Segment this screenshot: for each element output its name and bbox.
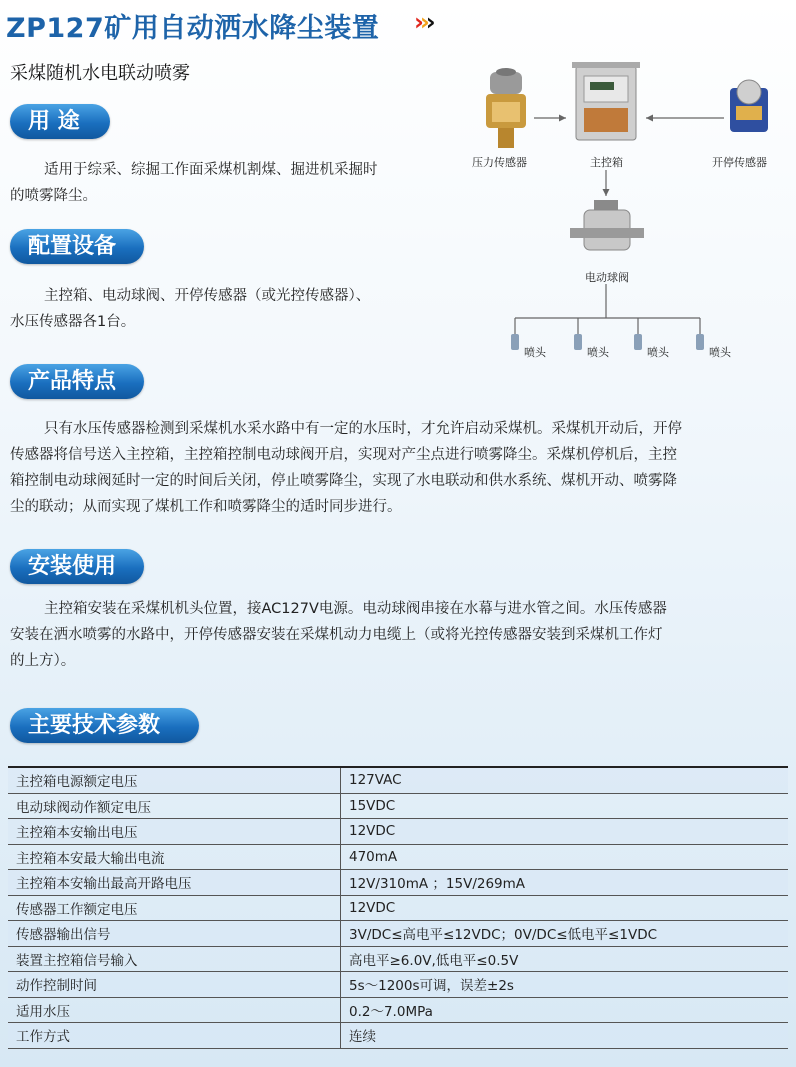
features-line-4: 尘的联动；从而实现了煤机工作和喷雾降尘的适时同步进行。 xyxy=(10,499,402,515)
spec-key: 传感器输出信号 xyxy=(8,921,341,947)
nozzle-icon xyxy=(696,334,704,350)
spec-row xyxy=(8,767,788,793)
nozzle-icon xyxy=(511,334,519,350)
features-line-1: 只有水压传感器检测到采煤机水采水路中有一定的水压时，才允许启动采煤机。采煤机开动后，开停 xyxy=(44,421,682,437)
spec-row xyxy=(8,946,788,972)
spec-key: 传感器工作额定电压 xyxy=(8,895,341,921)
spec-key: 主控箱本安最大输出电流 xyxy=(8,844,341,870)
spec-row xyxy=(8,819,788,845)
spec-row xyxy=(8,793,788,819)
spec-value: 12VDC xyxy=(341,819,789,845)
spec-row xyxy=(8,895,788,921)
features-line-2: 传感器将信号送入主控箱，主控箱控制电动球阀开启，实现对产尘点进行喷雾降尘。采煤机停机后，主控 xyxy=(10,447,677,463)
label-ball-valve: 电动球阀 xyxy=(585,271,629,284)
heading-installation: 安装使用 xyxy=(10,549,144,584)
label-nozzle-4: 喷头 xyxy=(709,346,731,359)
installation-line-1: 主控箱安装在采煤机机头位置，接AC127V电源。电动球阀串接在水幕与进水管之间。水压传感器 xyxy=(44,601,667,617)
spec-row xyxy=(8,1023,788,1049)
spec-key: 电动球阀动作额定电压 xyxy=(8,793,341,819)
main-control-box-icon xyxy=(572,62,640,140)
nozzle-icon xyxy=(634,334,642,350)
spec-row xyxy=(8,997,788,1023)
switch-sensor-icon xyxy=(730,80,768,132)
spec-key: 主控箱本安输出电压 xyxy=(8,819,341,845)
nozzle-icon xyxy=(574,334,582,350)
spec-key: 主控箱本安输出最高开路电压 xyxy=(8,870,341,896)
installation-line-3: 的上方）。 xyxy=(10,653,76,669)
label-nozzle-3: 喷头 xyxy=(647,346,669,359)
spec-row xyxy=(8,844,788,870)
system-diagram xyxy=(460,58,790,368)
label-pressure-sensor: 压力传感器 xyxy=(472,156,527,169)
ball-valve-icon xyxy=(570,200,644,250)
spec-key: 动作控制时间 xyxy=(8,972,341,998)
spec-row xyxy=(8,972,788,998)
spec-value: 127VAC xyxy=(341,767,789,793)
spec-value: 470mA xyxy=(341,844,789,870)
pressure-sensor-icon xyxy=(486,68,526,148)
spec-value: 15VDC xyxy=(341,793,789,819)
heading-usage: 用 途 xyxy=(10,104,110,139)
spec-value: 5s～1200s可调，误差±2s xyxy=(341,972,789,998)
spec-value: 0.2～7.0MPa xyxy=(341,997,789,1023)
spec-value: 3V/DC≤高电平≤12VDC；0V/DC≤低电平≤1VDC xyxy=(341,921,789,947)
spec-table xyxy=(8,766,788,1049)
spec-key: 工作方式 xyxy=(8,1023,341,1049)
spec-key: 装置主控箱信号输入 xyxy=(8,946,341,972)
page-title: ZP127矿用自动洒水降尘装置 xyxy=(6,13,380,44)
usage-line-2: 的喷雾降尘。 xyxy=(10,188,97,204)
installation-line-2: 安装在洒水喷雾的水路中，开停传感器安装在采煤机动力电缆上（或将光控传感器安装到采煤机工作灯 xyxy=(10,627,663,643)
spec-value: 12V/310mA ；15V/269mA xyxy=(341,870,789,896)
features-line-3: 箱控制电动球阀延时一定的时间后关闭，停止喷雾降尘，实现了水电联动和供水系统、煤机开动、喷雾降 xyxy=(10,473,677,489)
spec-key: 适用水压 xyxy=(8,997,341,1023)
spec-row xyxy=(8,870,788,896)
spec-value: 12VDC xyxy=(341,895,789,921)
spec-row xyxy=(8,921,788,947)
usage-line-1: 适用于综采、综掘工作面采煤机割煤、掘进机采掘时 xyxy=(44,162,378,178)
heading-equipment: 配置设备 xyxy=(10,229,144,264)
label-main-box: 主控箱 xyxy=(590,156,623,169)
chevron-arrows-icon: ››› xyxy=(414,8,432,36)
spec-key: 主控箱电源额定电压 xyxy=(8,767,341,793)
heading-specs: 主要技术参数 xyxy=(10,708,199,743)
page-subtitle: 采煤随机水电联动喷雾 xyxy=(10,63,190,84)
label-nozzle-1: 喷头 xyxy=(524,346,546,359)
label-switch-sensor: 开停传感器 xyxy=(712,156,767,169)
heading-features: 产品特点 xyxy=(10,364,144,399)
spec-value: 连续 xyxy=(341,1023,789,1049)
equipment-line-2: 水压传感器各1台。 xyxy=(10,314,136,330)
spec-value: 高电平≥6.0V,低电平≤0.5V xyxy=(341,946,789,972)
equipment-line-1: 主控箱、电动球阀、开停传感器（或光控传感器）、 xyxy=(44,288,371,304)
label-nozzle-2: 喷头 xyxy=(587,346,609,359)
